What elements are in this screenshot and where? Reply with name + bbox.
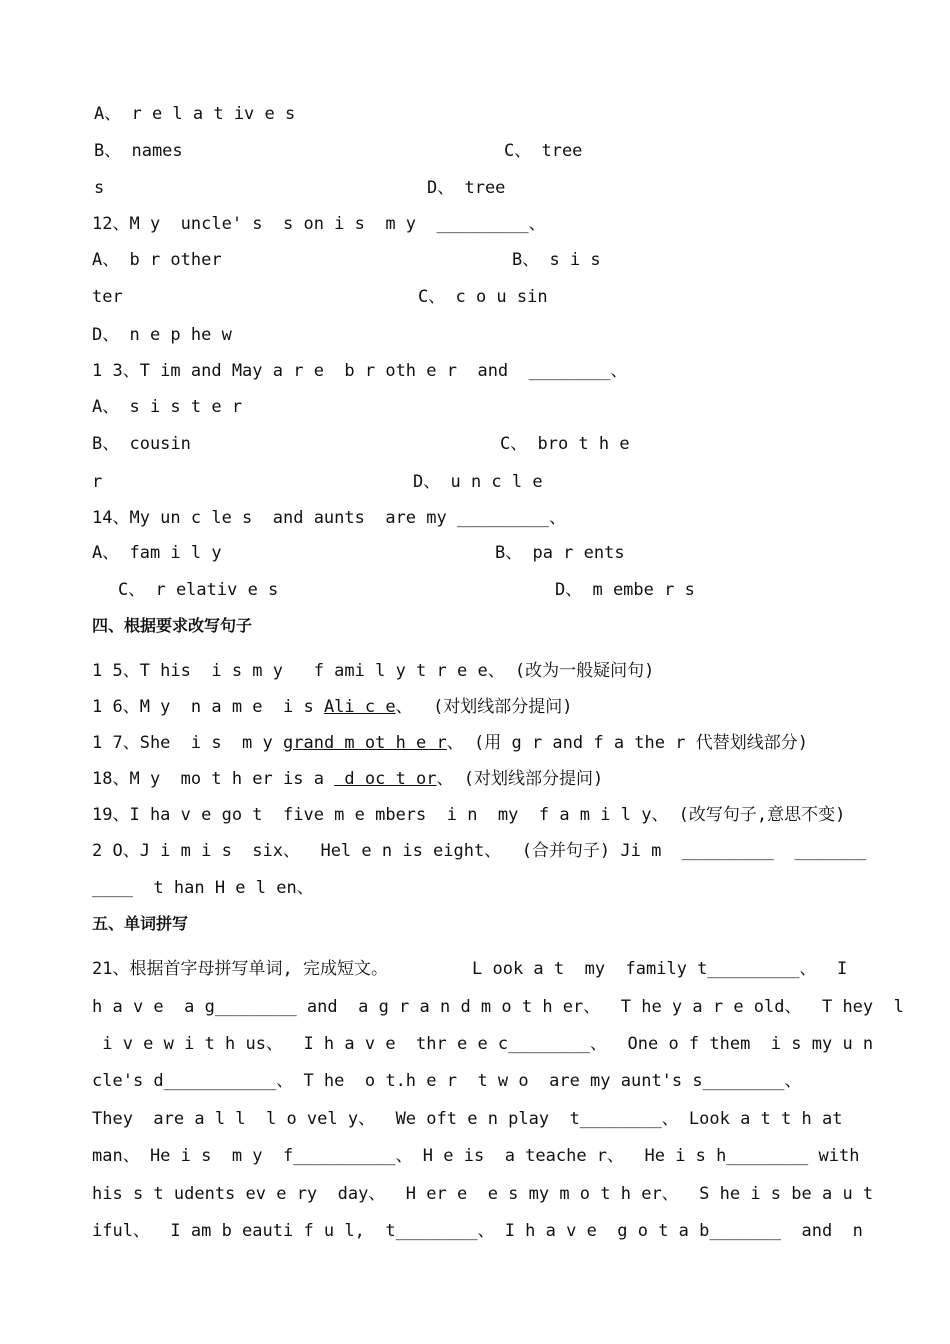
q11-option-c-continued: s [94, 178, 105, 198]
q18-suffix: 、 (对划线部分提问) [436, 769, 604, 789]
q12-option-c: C、 c o u sin [418, 287, 548, 307]
q21-line1: 21、根据首字母拼写单词, 完成短文。 [92, 959, 388, 979]
q13-stem: 1 3、T im and May a r e b r oth e r and ________、 [92, 361, 628, 381]
q14-option-b: B、 pa r ents [495, 543, 625, 563]
q12-option-b-continued: ter [92, 287, 123, 307]
q12-option-b: B、 s i s [512, 250, 601, 270]
q12-stem: 12、M y uncle' s s on i s m y _________、 [92, 214, 546, 234]
q14-option-a: A、 fam i l y [92, 543, 222, 563]
q12-option-a: A、 b r other [92, 250, 222, 270]
q21-line1-tail: L ook a t my family t_________、 I [472, 959, 848, 979]
q11-option-d: D、 tree [427, 178, 506, 198]
q21-line8: iful、 I am b eauti f u l, t________、 I h a v e g o t a b_______ and n [92, 1221, 863, 1241]
q16 [92, 697, 573, 717]
q17-underlined: grand m ot h e r [283, 733, 447, 753]
q18 [92, 769, 603, 789]
q20-line2: ____ t han H e l en、 [92, 878, 314, 898]
q16-underlined: Ali c e [323, 697, 396, 717]
q13-option-c-continued: r [92, 472, 103, 492]
q14-option-d: D、 m embe r s [555, 580, 695, 600]
q17-prefix: 1 7、She i s m y [92, 733, 283, 753]
q11-option-c: C、 tree [504, 141, 583, 161]
q12-option-d: D、 n e p he w [92, 325, 232, 345]
q14-stem: 14、My un c le s and aunts are my _________、 [92, 508, 567, 528]
q16-prefix: 1 6、M y n a m e i s [92, 697, 324, 717]
q14-option-c: C、 r elativ e s [118, 580, 279, 600]
q21-line4: cle's d___________、 T he o t.h e r t w o are my aunt's s________、 [92, 1071, 802, 1091]
q13-option-d: D、 u n c l e [413, 472, 543, 492]
q19: 19、I ha v e go t five m e mbers i n my f a m i l y、 (改写句子,意思不变) [92, 805, 846, 825]
q21-line6: man、 He i s m y f__________、 H e is a teache r、 He i s h________ with [92, 1146, 860, 1166]
q18-prefix: 18、M y mo t h er is a [92, 769, 335, 789]
q21-line3: i v e w i t h us、 I h a v e thr e e c________、 One o f them i s my u n [92, 1034, 874, 1054]
q18-underlined: d oc t or [334, 769, 437, 789]
q17-suffix: 、 (用 g r and f a the r 代替划线部分) [446, 733, 808, 753]
q11-option-b: B、 names [94, 141, 183, 161]
q11-option-a: A、 r e l a t iv e s [94, 104, 296, 124]
q21-line2: h a v e a g________ and a g r a n d m o t h er、 T he y a r e old、 T hey l [92, 997, 904, 1017]
q21-line7: his s t udents ev e ry day、 H er e e s my m o t h er、 S he i s be a u t [92, 1184, 874, 1204]
q17 [92, 733, 808, 753]
q15: 1 5、T his i s m y f ami l y t r e e、 (改为一般疑问句) [92, 661, 655, 681]
q13-option-a: A、 s i s t e r [92, 397, 243, 417]
section5-heading: 五、单词拼写 [92, 914, 189, 933]
q13-option-b: B、 cousin [92, 434, 191, 454]
q16-suffix: 、 (对划线部分提问) [395, 697, 573, 717]
q21-line5: They are a l l l o vel y、 We oft e n play t________、 Look a t t h at [92, 1109, 843, 1129]
section4-heading: 四、根据要求改写句子 [92, 616, 253, 635]
q20-line1: 2 O、J i m i s six、 Hel e n is eight、 (合并句子) Ji m _________ _______ [92, 841, 867, 861]
q13-option-c: C、 bro t h e [500, 434, 630, 454]
